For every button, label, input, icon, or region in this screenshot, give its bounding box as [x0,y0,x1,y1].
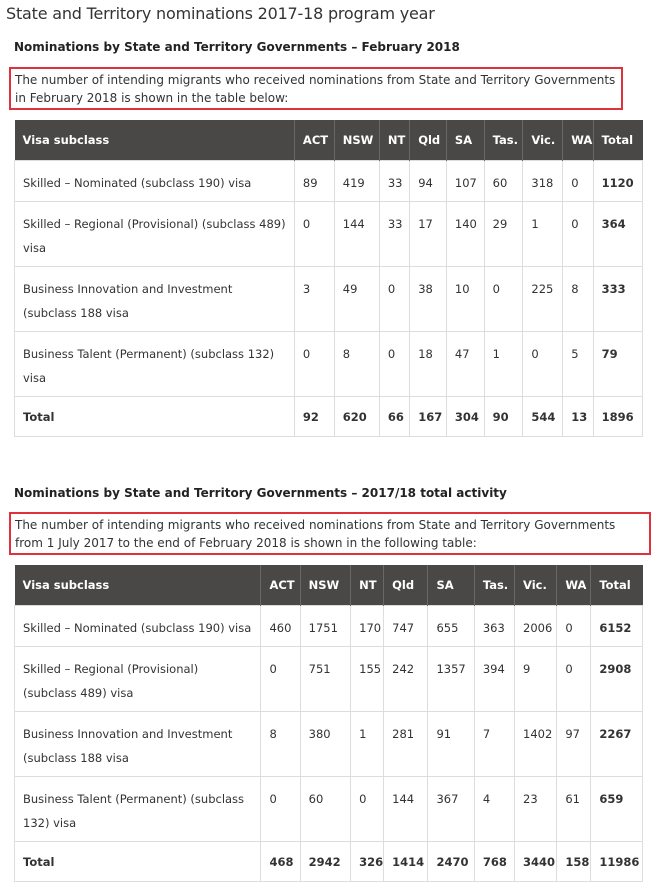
value-cell: 89 [294,161,334,202]
value-cell: 155 [351,647,384,712]
column-header: WA [563,120,593,161]
value-cell: 747 [384,606,428,647]
value-cell: 0 [351,777,384,842]
column-header: NSW [334,120,379,161]
value-cell: 318 [523,161,563,202]
table-row [15,267,643,332]
visa-subclass-cell: Business Innovation and Investment (subclass 188 visa [15,712,261,777]
value-cell: 107 [446,161,484,202]
row-total-cell: 1120 [593,161,642,202]
value-cell: 655 [428,606,474,647]
value-cell: 4 [474,777,514,842]
row-total-cell: 6152 [591,606,643,647]
nominations-feb-2018-table [14,120,643,437]
value-cell: 94 [410,161,447,202]
column-header: Qld [384,565,428,606]
value-cell: 144 [384,777,428,842]
column-header: ACT [294,120,334,161]
value-cell: 91 [428,712,474,777]
column-header: SA [446,120,484,161]
value-cell: 751 [300,647,351,712]
column-header: WA [557,565,591,606]
table-total-row [15,842,643,882]
value-cell: 1751 [300,606,351,647]
value-cell: 1 [351,712,384,777]
visa-subclass-cell: Skilled – Nominated (subclass 190) visa [15,606,261,647]
value-cell: 144 [334,202,379,267]
value-cell: 0 [261,777,300,842]
total-value-cell: 11986 [591,842,643,882]
value-cell: 61 [557,777,591,842]
visa-subclass-cell: Skilled – Regional (Provisional) (subclass 489) visa [15,647,261,712]
value-cell: 367 [428,777,474,842]
total-value-cell: 304 [446,397,484,437]
column-header: SA [428,565,474,606]
value-cell: 0 [294,202,334,267]
value-cell: 1357 [428,647,474,712]
value-cell: 225 [523,267,563,332]
total-value-cell: 158 [557,842,591,882]
column-header: Visa subclass [15,120,295,161]
value-cell: 140 [446,202,484,267]
value-cell: 8 [261,712,300,777]
section1-heading: Nominations by State and Territory Governments – February 2018 [14,40,460,54]
value-cell: 0 [557,647,591,712]
total-value-cell: 90 [484,397,523,437]
total-value-cell: 66 [379,397,409,437]
value-cell: 0 [484,267,523,332]
column-header: NT [379,120,409,161]
visa-subclass-cell: Skilled – Regional (Provisional) (subclass 489) visa [15,202,295,267]
value-cell: 0 [294,332,334,397]
column-header: Tas. [484,120,523,161]
total-value-cell: 768 [474,842,514,882]
table-row [15,777,643,842]
row-total-cell: 2908 [591,647,643,712]
value-cell: 8 [563,267,593,332]
value-cell: 17 [410,202,447,267]
total-value-cell: 620 [334,397,379,437]
column-header: Vic. [523,120,563,161]
table-row [15,161,643,202]
column-header: Tas. [474,565,514,606]
value-cell: 170 [351,606,384,647]
total-value-cell: 1896 [593,397,642,437]
section2-intro: The number of intending migrants who received nominations from State and Territory Governments from 1 July 2017 to the end of February 2018 is shown in the following table: [9,512,651,555]
section2-heading: Nominations by State and Territory Governments – 2017/18 total activity [14,486,507,500]
value-cell: 1402 [515,712,557,777]
total-value-cell: 92 [294,397,334,437]
value-cell: 97 [557,712,591,777]
value-cell: 0 [379,332,409,397]
total-value-cell: 326 [351,842,384,882]
value-cell: 0 [557,606,591,647]
value-cell: 10 [446,267,484,332]
value-cell: 0 [261,647,300,712]
row-total-cell: 364 [593,202,642,267]
value-cell: 47 [446,332,484,397]
value-cell: 1 [484,332,523,397]
value-cell: 3 [294,267,334,332]
row-total-cell: 333 [593,267,642,332]
value-cell: 8 [334,332,379,397]
value-cell: 0 [563,202,593,267]
table-header-row [15,565,643,606]
value-cell: 419 [334,161,379,202]
table-total-row [15,397,643,437]
total-label-cell: Total [15,397,295,437]
column-header: NSW [300,565,351,606]
column-header: Qld [410,120,447,161]
value-cell: 38 [410,267,447,332]
value-cell: 281 [384,712,428,777]
total-label-cell: Total [15,842,261,882]
table-row [15,606,643,647]
visa-subclass-cell: Business Talent (Permanent) (subclass 132) visa [15,777,261,842]
value-cell: 394 [474,647,514,712]
value-cell: 33 [379,202,409,267]
visa-subclass-cell: Skilled – Nominated (subclass 190) visa [15,161,295,202]
value-cell: 0 [523,332,563,397]
row-total-cell: 2267 [591,712,643,777]
visa-subclass-cell: Business Innovation and Investment (subclass 188 visa [15,267,295,332]
value-cell: 49 [334,267,379,332]
row-total-cell: 79 [593,332,642,397]
column-header: Total [591,565,643,606]
value-cell: 33 [379,161,409,202]
total-value-cell: 1414 [384,842,428,882]
value-cell: 60 [300,777,351,842]
column-header: NT [351,565,384,606]
page-title: State and Territory nominations 2017-18 program year [6,4,435,23]
value-cell: 23 [515,777,557,842]
total-value-cell: 3440 [515,842,557,882]
table-row [15,202,643,267]
table-row [15,332,643,397]
value-cell: 5 [563,332,593,397]
table-row [15,647,643,712]
value-cell: 0 [379,267,409,332]
total-value-cell: 2942 [300,842,351,882]
column-header: Total [593,120,642,161]
total-value-cell: 468 [261,842,300,882]
value-cell: 60 [484,161,523,202]
section1-intro: The number of intending migrants who received nominations from State and Territory Governments in February 2018 is shown in the table below: [9,67,623,110]
value-cell: 242 [384,647,428,712]
visa-subclass-cell: Business Talent (Permanent) (subclass 132) visa [15,332,295,397]
total-value-cell: 13 [563,397,593,437]
value-cell: 9 [515,647,557,712]
value-cell: 0 [563,161,593,202]
value-cell: 460 [261,606,300,647]
value-cell: 380 [300,712,351,777]
value-cell: 363 [474,606,514,647]
total-value-cell: 544 [523,397,563,437]
column-header: Visa subclass [15,565,261,606]
table-row [15,712,643,777]
value-cell: 1 [523,202,563,267]
column-header: ACT [261,565,300,606]
value-cell: 2006 [515,606,557,647]
row-total-cell: 659 [591,777,643,842]
nominations-total-2017-18-table [14,565,643,882]
value-cell: 18 [410,332,447,397]
column-header: Vic. [515,565,557,606]
table-header-row [15,120,643,161]
total-value-cell: 167 [410,397,447,437]
total-value-cell: 2470 [428,842,474,882]
value-cell: 29 [484,202,523,267]
value-cell: 7 [474,712,514,777]
